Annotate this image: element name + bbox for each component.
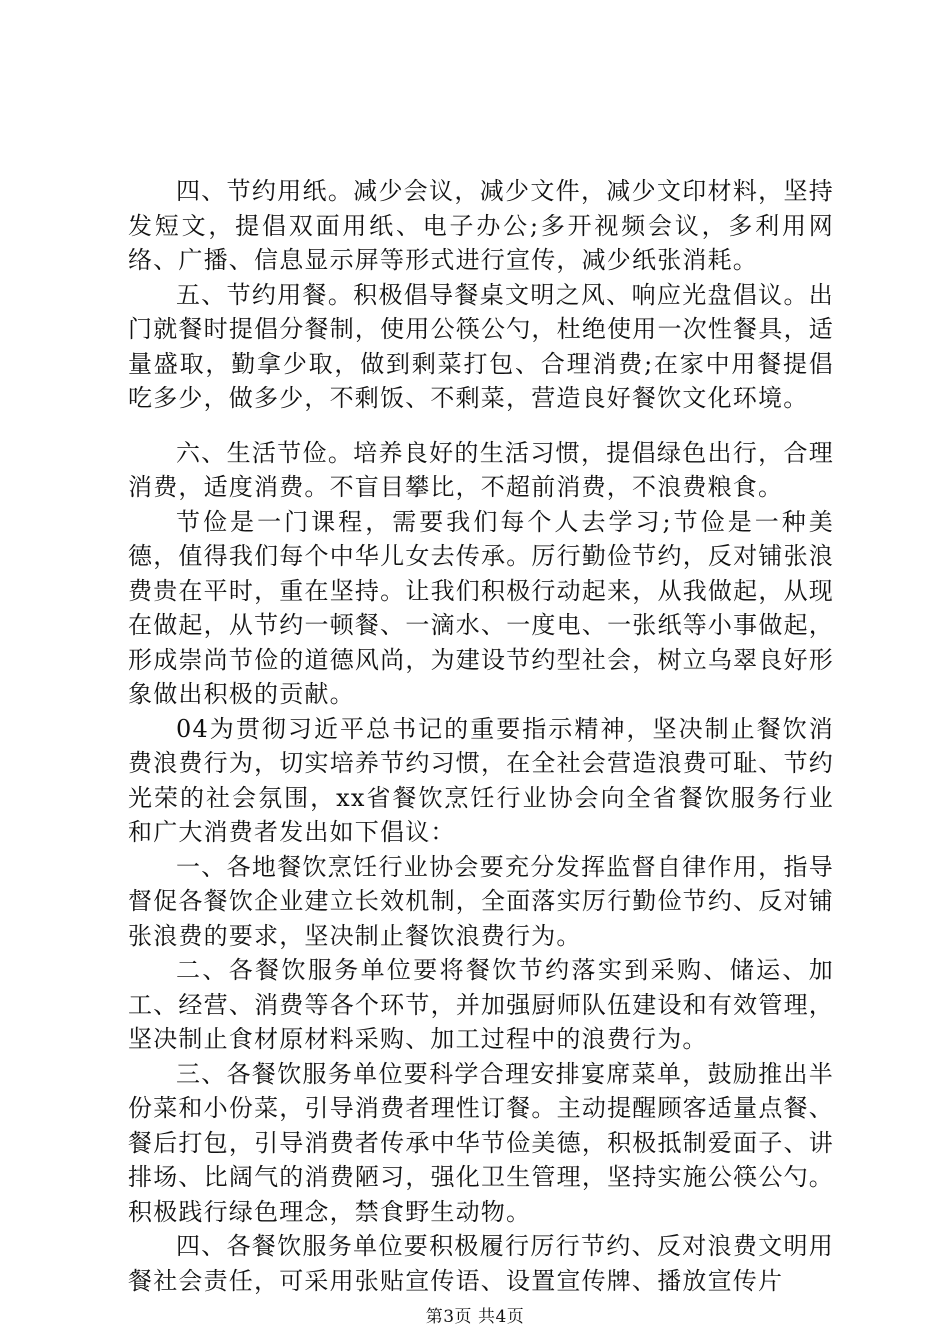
paragraph-item-one: 一、各地餐饮烹饪行业协会要充分发挥监督自律作用，指导督促各餐饮企业建立长效机制，全面落实厉行勤俭节约、反对铺张浪费的要求，坚决制止餐饮浪费行为。 (128, 852, 834, 950)
paragraph-item-two: 二、各餐饮服务单位要将餐饮节约落实到采购、储运、加工、经营、消费等各个环节，并加强厨师队伍建设和有效管理，坚决制止食材原材料采购、加工过程中的浪费行为。 (128, 956, 834, 1053)
paragraph-item-three: 三、各餐饮服务单位要科学合理安排宴席菜单，鼓励推出半份菜和小份菜，引导消费者理性订餐。主动提醒顾客适量点餐、餐后打包，引导消费者传承中华节俭美德，积极抵制爱面子、讲排场、比阔气的消费陋习，强化卫生管理，坚持实施公筷公勺。积极践行绿色理念，禁食野生动物。 (128, 1059, 834, 1226)
paragraph-initiative-intro: 04为贯彻习近平总书记的重要指示精神，坚决制止餐饮消费浪费行为，切实培养节约习惯，在全社会营造浪费可耻、节约光荣的社会氛围，xx省餐饮烹饪行业协会向全省餐饮服务行业和广大消费者发出如下倡议： (128, 714, 834, 846)
paragraph-frugal-living: 六、生活节俭。培养良好的生活习惯，提倡绿色出行，合理消费，适度消费。不盲目攀比，不超前消费，不浪费粮食。 (128, 438, 834, 501)
paragraph-save-paper: 四、节约用纸。减少会议，减少文件，减少文印材料，坚持发短文，提倡双面用纸、电子办公;多开视频会议，多利用网络、广播、信息显示屏等形式进行宣传，减少纸张消耗。 (128, 177, 834, 274)
page-number-footer: 第3页 共4页 (425, 1307, 525, 1327)
paragraph-save-meals: 五、节约用餐。积极倡导餐桌文明之风、响应光盘倡议。出门就餐时提倡分餐制，使用公筷公勺，杜绝使用一次性餐具，适量盛取，勤拿少取，做到剩菜打包、合理消费;在家中用餐提倡吃多少，做多少，不剩饭、不剩菜，营造良好餐饮文化环境。 (128, 280, 834, 412)
paragraph-item-four: 四、各餐饮服务单位要积极履行厉行节约、反对浪费文明用餐社会责任，可采用张贴宣传语、设置宣传牌、播放宣传片 (128, 1232, 834, 1295)
document-body (128, 174, 834, 1298)
paragraph-frugality-conclusion: 节俭是一门课程，需要我们每个人去学习;节俭是一种美德，值得我们每个中华儿女去传承。厉行勤俭节约，反对铺张浪费贵在平时，重在坚持。让我们积极行动起来，从我做起，从现在做起，从节约一顿餐、一滴水、一度电、一张纸等小事做起，形成崇尚节俭的道德风尚，为建设节约型社会，树立乌翠良好形象做出积极的贡献。 (128, 507, 834, 708)
